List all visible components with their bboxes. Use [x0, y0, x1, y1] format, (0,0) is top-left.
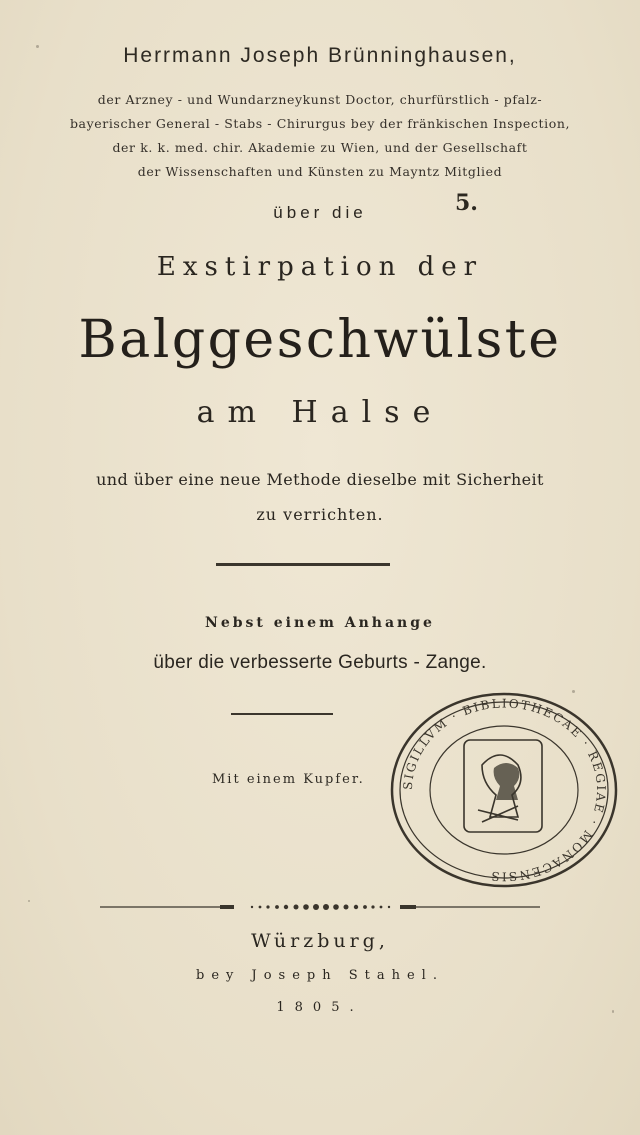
handwritten-mark: 5. — [455, 190, 478, 216]
place-of-publication: Würzburg, — [251, 930, 389, 952]
subtitle-line-2: zu verrichten. — [256, 505, 384, 524]
kupfer-note: Mit einem Kupfer. — [212, 772, 365, 787]
library-stamp-icon — [382, 690, 627, 890]
ueber-die-text: über die — [273, 203, 367, 222]
short-divider-rule — [231, 713, 333, 715]
ornamental-rule — [100, 902, 540, 912]
author-name: Herrmann Joseph Brünninghausen, — [123, 44, 517, 67]
subtitle-line-1: und über eine neue Methode dieselbe mit Sicherheit — [96, 470, 544, 489]
main-title: Balggeschwülste — [78, 310, 562, 370]
paper-speck — [572, 690, 575, 693]
am-halse-heading: am Halse — [196, 395, 444, 430]
paper-speck — [28, 900, 30, 902]
credentials-line-4: der Wissenschaften und Künsten zu Mayntz Mitglied — [137, 164, 503, 179]
credentials-line-2: bayerischer General - Stabs - Chirurgus bey der fränkischen Inspection, — [69, 116, 571, 131]
credentials-line-1: der Arzney - und Wundarzneykunst Doctor, churfürstlich - pfalz- — [97, 92, 543, 107]
exstirpation-heading: Exstirpation der — [156, 252, 484, 282]
geburts-zange-line: über die verbesserte Geburts - Zange. — [153, 652, 487, 673]
paper-speck — [36, 45, 39, 48]
stamp-ring-text: SIGILLVM · BIBLIOTHECAE · REGIAE · MONACENSIS — [400, 696, 609, 884]
paper-speck — [612, 1010, 614, 1013]
nebst-anhang-line: Nebst einem Anhange — [205, 615, 435, 631]
credentials-line-3: der k. k. med. chir. Akademie zu Wien, und der Gesellschaft — [112, 140, 528, 155]
divider-rule — [216, 563, 390, 566]
publisher-line: bey Joseph Stahel. — [196, 968, 444, 983]
publication-year: 1805. — [276, 1000, 364, 1015]
